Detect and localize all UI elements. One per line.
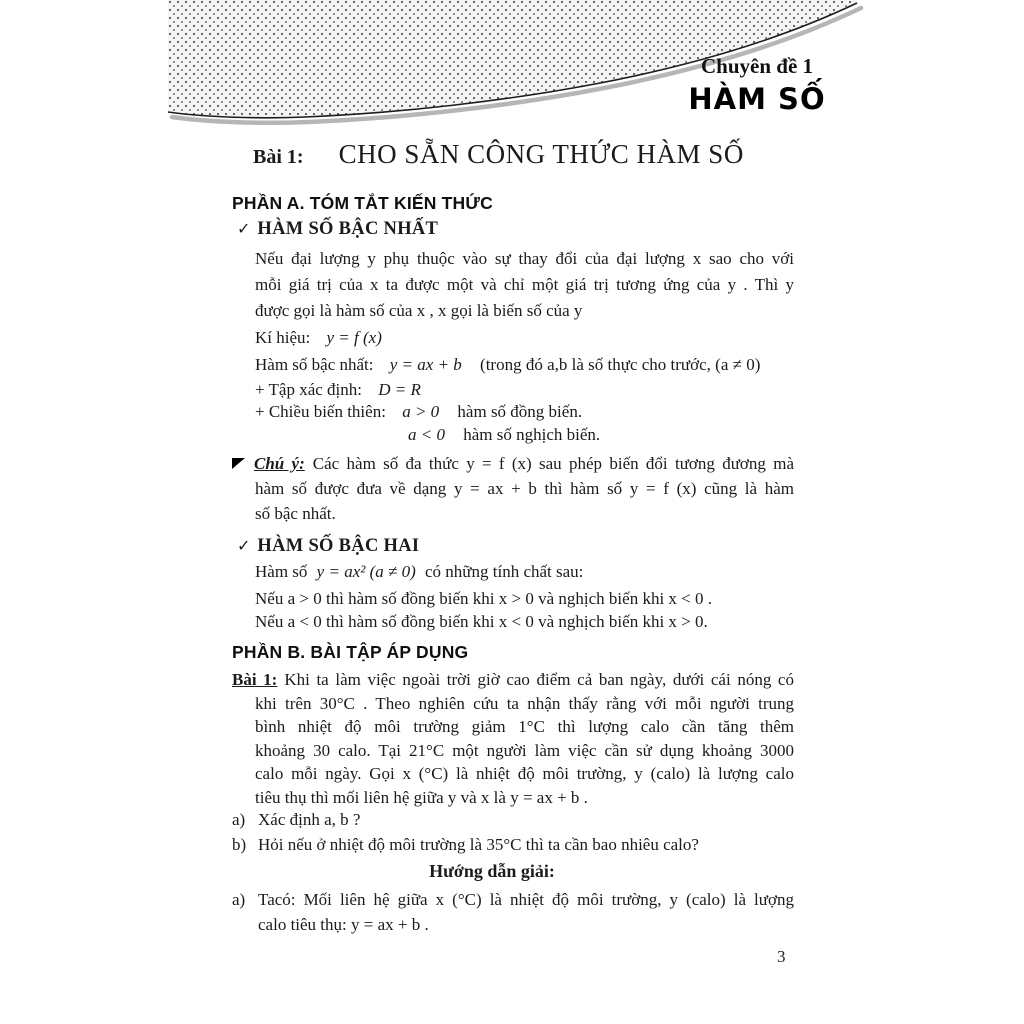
question-b bbox=[232, 835, 699, 855]
variation-case1-formula: a > 0 bbox=[402, 402, 440, 421]
solution-a-label: a) bbox=[232, 890, 246, 909]
section-linear-title: HÀM SỐ BẬC NHẤT bbox=[257, 219, 439, 239]
question-a bbox=[232, 810, 360, 830]
check-icon: ✓ bbox=[237, 536, 251, 555]
problem-line-2: khi trên 30°C . Theo nghiên cứu ta nhận thấy rằng với mỗi người trung bbox=[255, 693, 794, 713]
problem-line-4: khoảng 30 calo. Tại 21°C một người làm việc cần sử dụng khoảng 3000 bbox=[255, 740, 794, 760]
lesson-title: CHO SẴN CÔNG THỨC HÀM SỐ bbox=[338, 139, 744, 169]
chapter-box bbox=[652, 54, 862, 116]
linear-label: Hàm số bậc nhất: bbox=[255, 355, 374, 374]
note-line-2: hàm số được đưa về dạng y = ax + b thì hàm số y = f (x) cũng là hàm bbox=[255, 479, 794, 498]
problem-line-1 bbox=[232, 668, 794, 692]
solution-step-a bbox=[232, 887, 794, 937]
section-quadratic-title: HÀM SỐ BẬC HAI bbox=[257, 536, 420, 556]
paragraph-line: mỗi giá trị của x ta được một và chỉ một giá trị tương ứng của y . Thì y bbox=[255, 275, 794, 294]
paragraph-line: Nếu đại lượng y phụ thuộc vào sự thay đổi của đại lượng x sao cho với bbox=[255, 249, 794, 268]
problem-label: Bài 1: bbox=[232, 670, 278, 689]
variation-label: + Chiều biến thiên: bbox=[255, 402, 386, 421]
paragraph-line: được gọi là hàm số của x , x gọi là biến số của y bbox=[255, 301, 583, 320]
question-a-label: a) bbox=[232, 810, 246, 829]
note-line-1 bbox=[232, 451, 794, 476]
chapter-label: Chuyên đề 1 bbox=[700, 54, 814, 78]
notation-label: Kí hiệu: bbox=[255, 328, 311, 347]
lesson-heading bbox=[253, 139, 744, 170]
note-label: Chú ý: bbox=[254, 454, 305, 473]
linear-definition-line bbox=[255, 355, 760, 375]
header-halftone-band bbox=[0, 0, 1024, 140]
domain-formula: D = R bbox=[378, 380, 421, 399]
linear-formula: y = ax + b bbox=[389, 355, 462, 374]
domain-label: + Tập xác định: bbox=[255, 380, 362, 399]
problem-line-3: bình nhiệt độ môi trường giảm 1°C thì lượng calo cần tăng thêm bbox=[255, 717, 794, 736]
chapter-title: HÀM SỐ bbox=[688, 82, 826, 116]
variation-case1-text: hàm số đồng biến. bbox=[457, 402, 583, 421]
solution-line-1 bbox=[232, 887, 794, 912]
part-a-heading: PHẦN A. TÓM TẮT KIẾN THỨC bbox=[232, 193, 493, 213]
note-block bbox=[232, 451, 794, 526]
question-b-label: b) bbox=[232, 835, 247, 854]
lesson-label: Bài 1: bbox=[253, 146, 304, 168]
domain-line bbox=[255, 380, 421, 400]
problem-line-5: calo mỗi ngày. Gọi x (°C) là nhiệt độ môi trường, y (calo) là lượng calo bbox=[255, 764, 794, 783]
quadratic-line-3: Nếu a < 0 thì hàm số đồng biến khi x < 0 và nghịch biến khi x > 0. bbox=[255, 612, 708, 631]
quadratic-line1-pre: Hàm số bbox=[255, 562, 308, 581]
check-icon: ✓ bbox=[237, 219, 251, 238]
note-line-3: số bậc nhất. bbox=[255, 504, 336, 523]
section-quadratic-title-row bbox=[237, 536, 419, 557]
page-number: 3 bbox=[777, 947, 786, 966]
solution-heading: Hướng dẫn giải: bbox=[429, 861, 555, 881]
quadratic-line1-post: có những tính chất sau: bbox=[424, 562, 584, 581]
note-text: Các hàm số đa thức y = f (x) sau phép biến đổi tương đương mà bbox=[312, 454, 794, 473]
variation-case2-formula: a < 0 bbox=[408, 425, 445, 444]
variation-line-2 bbox=[408, 425, 600, 445]
question-a-text: Xác định a, b ? bbox=[258, 810, 361, 829]
solution-a-text: Tacó: Mối liên hệ giữa x (°C) là nhiệt độ môi trường, y (calo) là lượng bbox=[258, 890, 794, 909]
quadratic-line-1 bbox=[255, 562, 583, 582]
part-b-heading: PHẦN B. BÀI TẬP ÁP DỤNG bbox=[232, 642, 469, 662]
linear-note: (trong đó a,b là số thực cho trước, (a ≠ 0) bbox=[480, 355, 761, 374]
problem-1-block bbox=[232, 668, 794, 809]
notation-formula: y = f (x) bbox=[326, 328, 382, 347]
section-linear-title-row bbox=[237, 219, 438, 240]
problem-text: Khi ta làm việc ngoài trời giờ cao điểm cả ban ngày, dưới cái nóng có bbox=[284, 670, 794, 689]
note-flag-icon bbox=[232, 458, 245, 469]
notation-line bbox=[255, 328, 382, 348]
problem-line-6: tiêu thụ thì mối liên hệ giữa y và x là y = ax + b . bbox=[255, 787, 588, 807]
variation-line-1 bbox=[255, 402, 582, 422]
question-b-text: Hỏi nếu ở nhiệt độ môi trường là 35°C thì ta cần bao nhiêu calo? bbox=[258, 835, 699, 854]
quadratic-formula: y = ax² (a ≠ 0) bbox=[316, 562, 416, 581]
quadratic-line-2: Nếu a > 0 thì hàm số đồng biến khi x > 0 và nghịch biến khi x < 0 . bbox=[255, 589, 713, 608]
linear-intro-paragraph bbox=[255, 246, 794, 324]
solution-line-2: calo tiêu thụ: y = ax + b . bbox=[258, 915, 429, 934]
variation-case2-text: hàm số nghịch biến. bbox=[463, 425, 601, 444]
